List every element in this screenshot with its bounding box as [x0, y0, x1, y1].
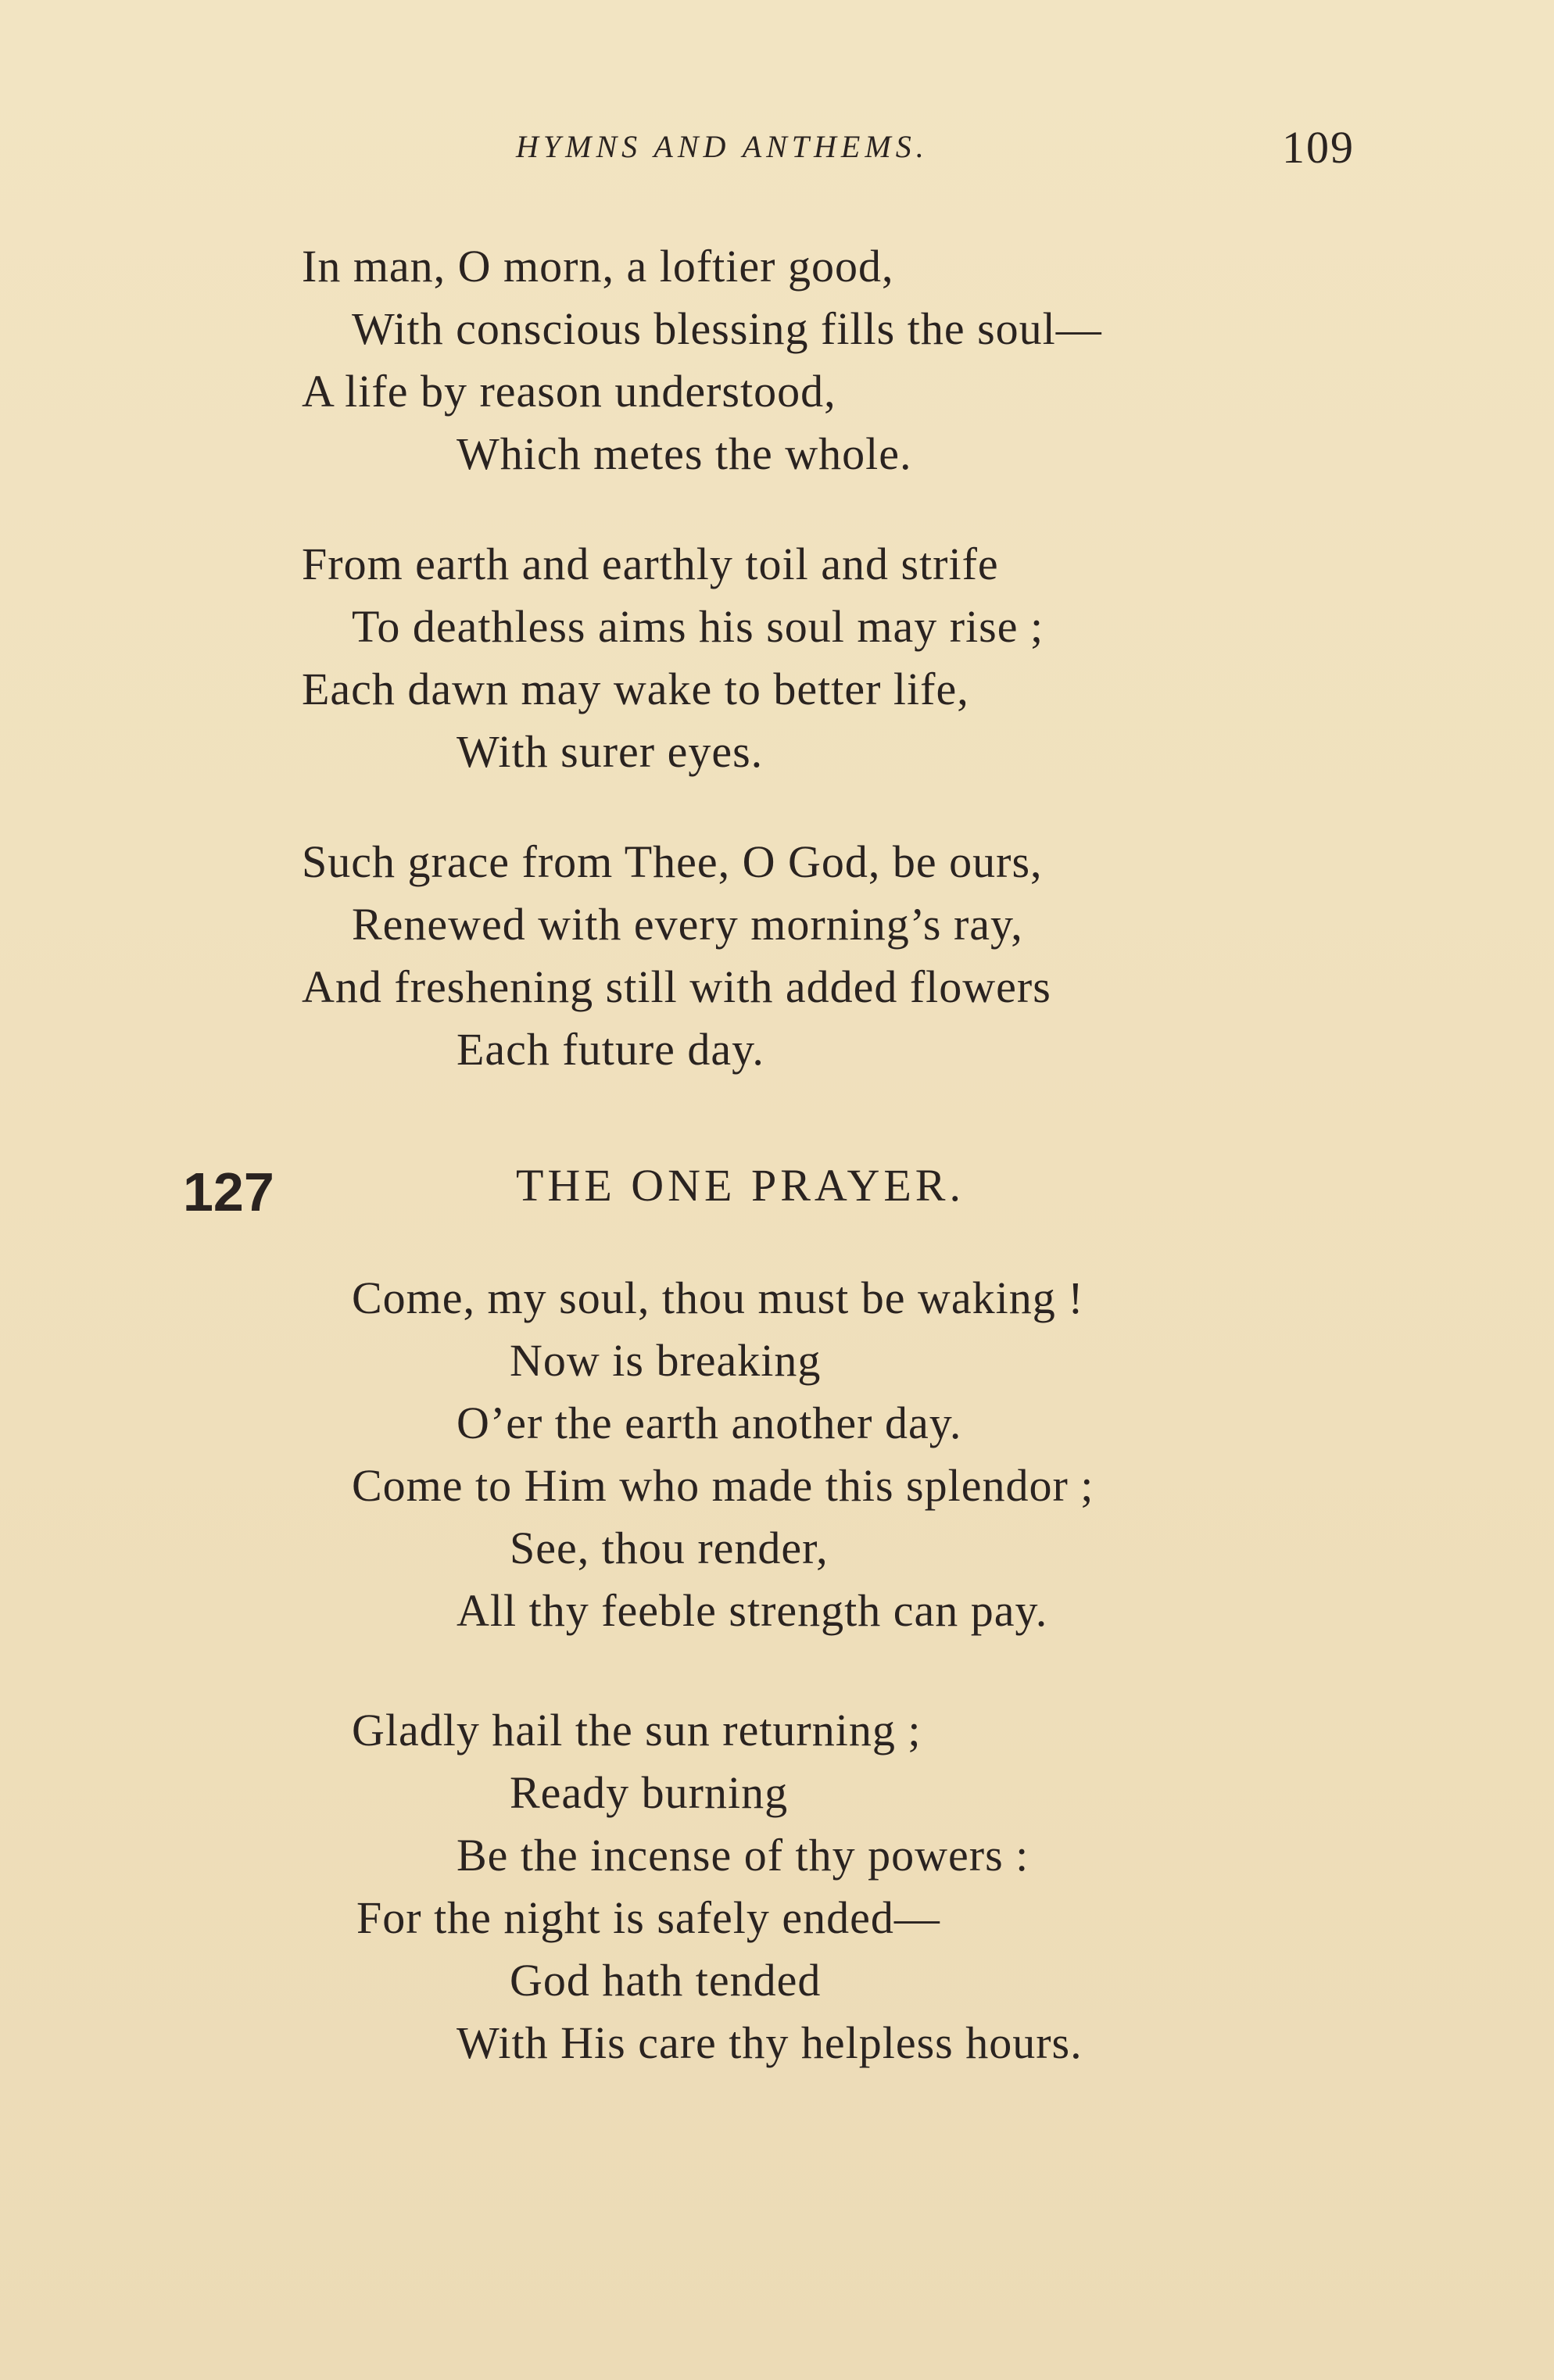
verse-line: With His care thy helpless hours.: [457, 2017, 1083, 2068]
verse-line: God hath tended: [510, 1955, 822, 2006]
verse-line: In man, O morn, a loftier good,: [302, 241, 894, 292]
verse-line: See, thou render,: [510, 1523, 829, 1573]
verse-line: Be the incense of thy powers :: [457, 1830, 1029, 1881]
running-head: HYMNS AND ANTHEMS.: [516, 129, 929, 164]
verse-line: Such grace from Thee, O God, be ours,: [302, 836, 1043, 887]
hymn-number: 127: [183, 1161, 274, 1222]
hymn-title: THE ONE PRAYER.: [516, 1160, 965, 1211]
verse-line: Renewed with every morning’s ray,: [352, 899, 1023, 950]
verse-line: From earth and earthly toil and strife: [302, 539, 999, 589]
verse-line: A life by reason understood,: [302, 366, 836, 417]
page-number: 109: [1282, 122, 1355, 173]
verse-line: Come to Him who made this splendor ;: [352, 1460, 1094, 1511]
verse-line: Come, my soul, thou must be waking !: [352, 1272, 1084, 1323]
verse-line: All thy feeble strength can pay.: [457, 1585, 1048, 1636]
verse-line: Gladly hail the sun returning ;: [352, 1705, 922, 1755]
verse-line: Which metes the whole.: [457, 428, 912, 479]
verse-line: To deathless aims his soul may rise ;: [352, 601, 1044, 652]
verse-line: And freshening still with added flowers: [302, 961, 1051, 1012]
verse-line: Each future day.: [457, 1024, 764, 1075]
verse-line: With conscious blessing fills the soul—: [352, 303, 1102, 354]
verse-line: Ready burning: [510, 1767, 789, 1818]
verse-line: Now is breaking: [510, 1335, 822, 1386]
verse-line: Each dawn may wake to better life,: [302, 664, 969, 714]
verse-line: With surer eyes.: [457, 726, 764, 777]
verse-line: For the night is safely ended—: [356, 1892, 940, 1943]
verse-line: O’er the earth another day.: [457, 1398, 962, 1448]
